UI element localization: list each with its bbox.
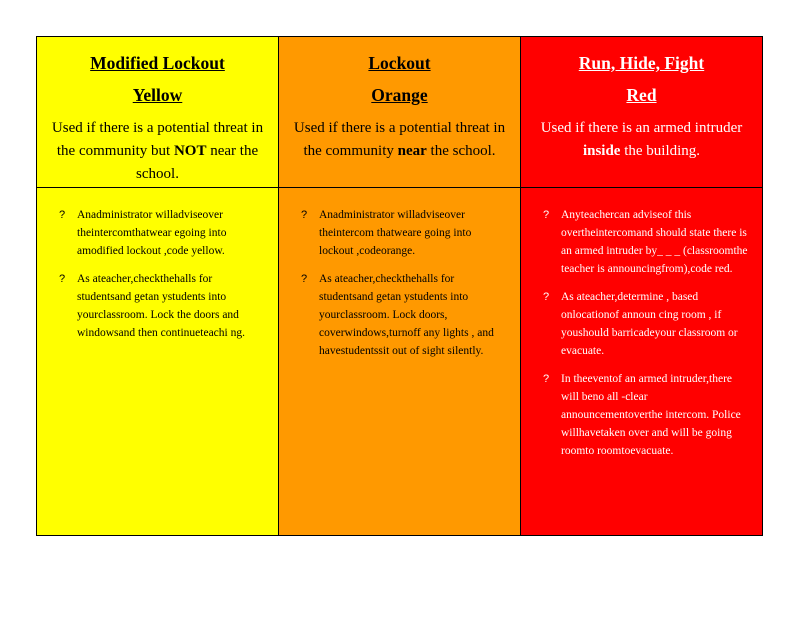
list-item: ? In theeventof an armed intruder,there will beno all -clear announcementoverthe intercom. Police willhavetaken over and will be going roomto roomtoevacuate.: [543, 370, 748, 460]
yellow-color-label: Yellow: [132, 85, 183, 105]
red-body-cell: [521, 188, 762, 535]
bullet-icon: ?: [301, 209, 308, 221]
list-item: ? As ateacher,checkthehalls for studentsand getan ystudents into yourclassroom. Lock doors, coverwindows,turnoff any lights , and havestudentssit out of sight silently.: [301, 270, 506, 360]
orange-color-label: Orange: [371, 85, 428, 105]
yellow-header-cell: [37, 37, 279, 188]
yellow-title: Modified Lockout: [90, 53, 225, 73]
orange-header-cell: [279, 37, 521, 188]
orange-bullet-list: [279, 188, 520, 360]
orange-description: Used if there is a potential threat in the community near the school.: [293, 120, 506, 159]
red-color-label: Red: [626, 85, 657, 105]
red-title: Run, Hide, Fight: [578, 53, 705, 73]
red-bullet-list: [521, 188, 762, 460]
orange-body-cell: [279, 188, 521, 535]
bullet-icon: ?: [59, 209, 66, 221]
yellow-bullet-list: [37, 188, 278, 342]
orange-title: Lockout: [368, 53, 431, 73]
yellow-body-cell: [37, 188, 279, 535]
bullet-icon: ?: [543, 209, 550, 221]
red-description: Used if there is an armed intruder inside the building.: [540, 120, 743, 159]
bullet-icon: ?: [301, 273, 308, 285]
bullet-icon: ?: [543, 373, 550, 385]
list-item: ? As ateacher,checkthehalls for studentsand getan ystudents into yourclassroom. Lock the doors and windowsand then continueteachi ng.: [59, 270, 264, 342]
list-item: ? Anyteachercan adviseof this overtheintercomand should state there is an armed intruder by_ _ _ (classroomthe teacher is announcingfrom),code red.: [543, 206, 748, 278]
list-item: ? Anadministrator willadviseover theintercom thatweare going into lockout ,codeorange.: [301, 206, 506, 260]
bullet-icon: ?: [59, 273, 66, 285]
alert-levels-table: [36, 36, 763, 536]
bullet-icon: ?: [543, 291, 550, 303]
list-item: ? Anadministrator willadviseover theintercomthatwear egoing into amodified lockout ,code yellow.: [59, 206, 264, 260]
yellow-description: Used if there is a potential threat in the community but NOT near the school.: [51, 120, 264, 182]
list-item: ? As ateacher,determine , based onlocationof announ cing room , if youshould barricadeyour classroom or evacuate.: [543, 288, 748, 360]
red-header-cell: [521, 37, 762, 188]
